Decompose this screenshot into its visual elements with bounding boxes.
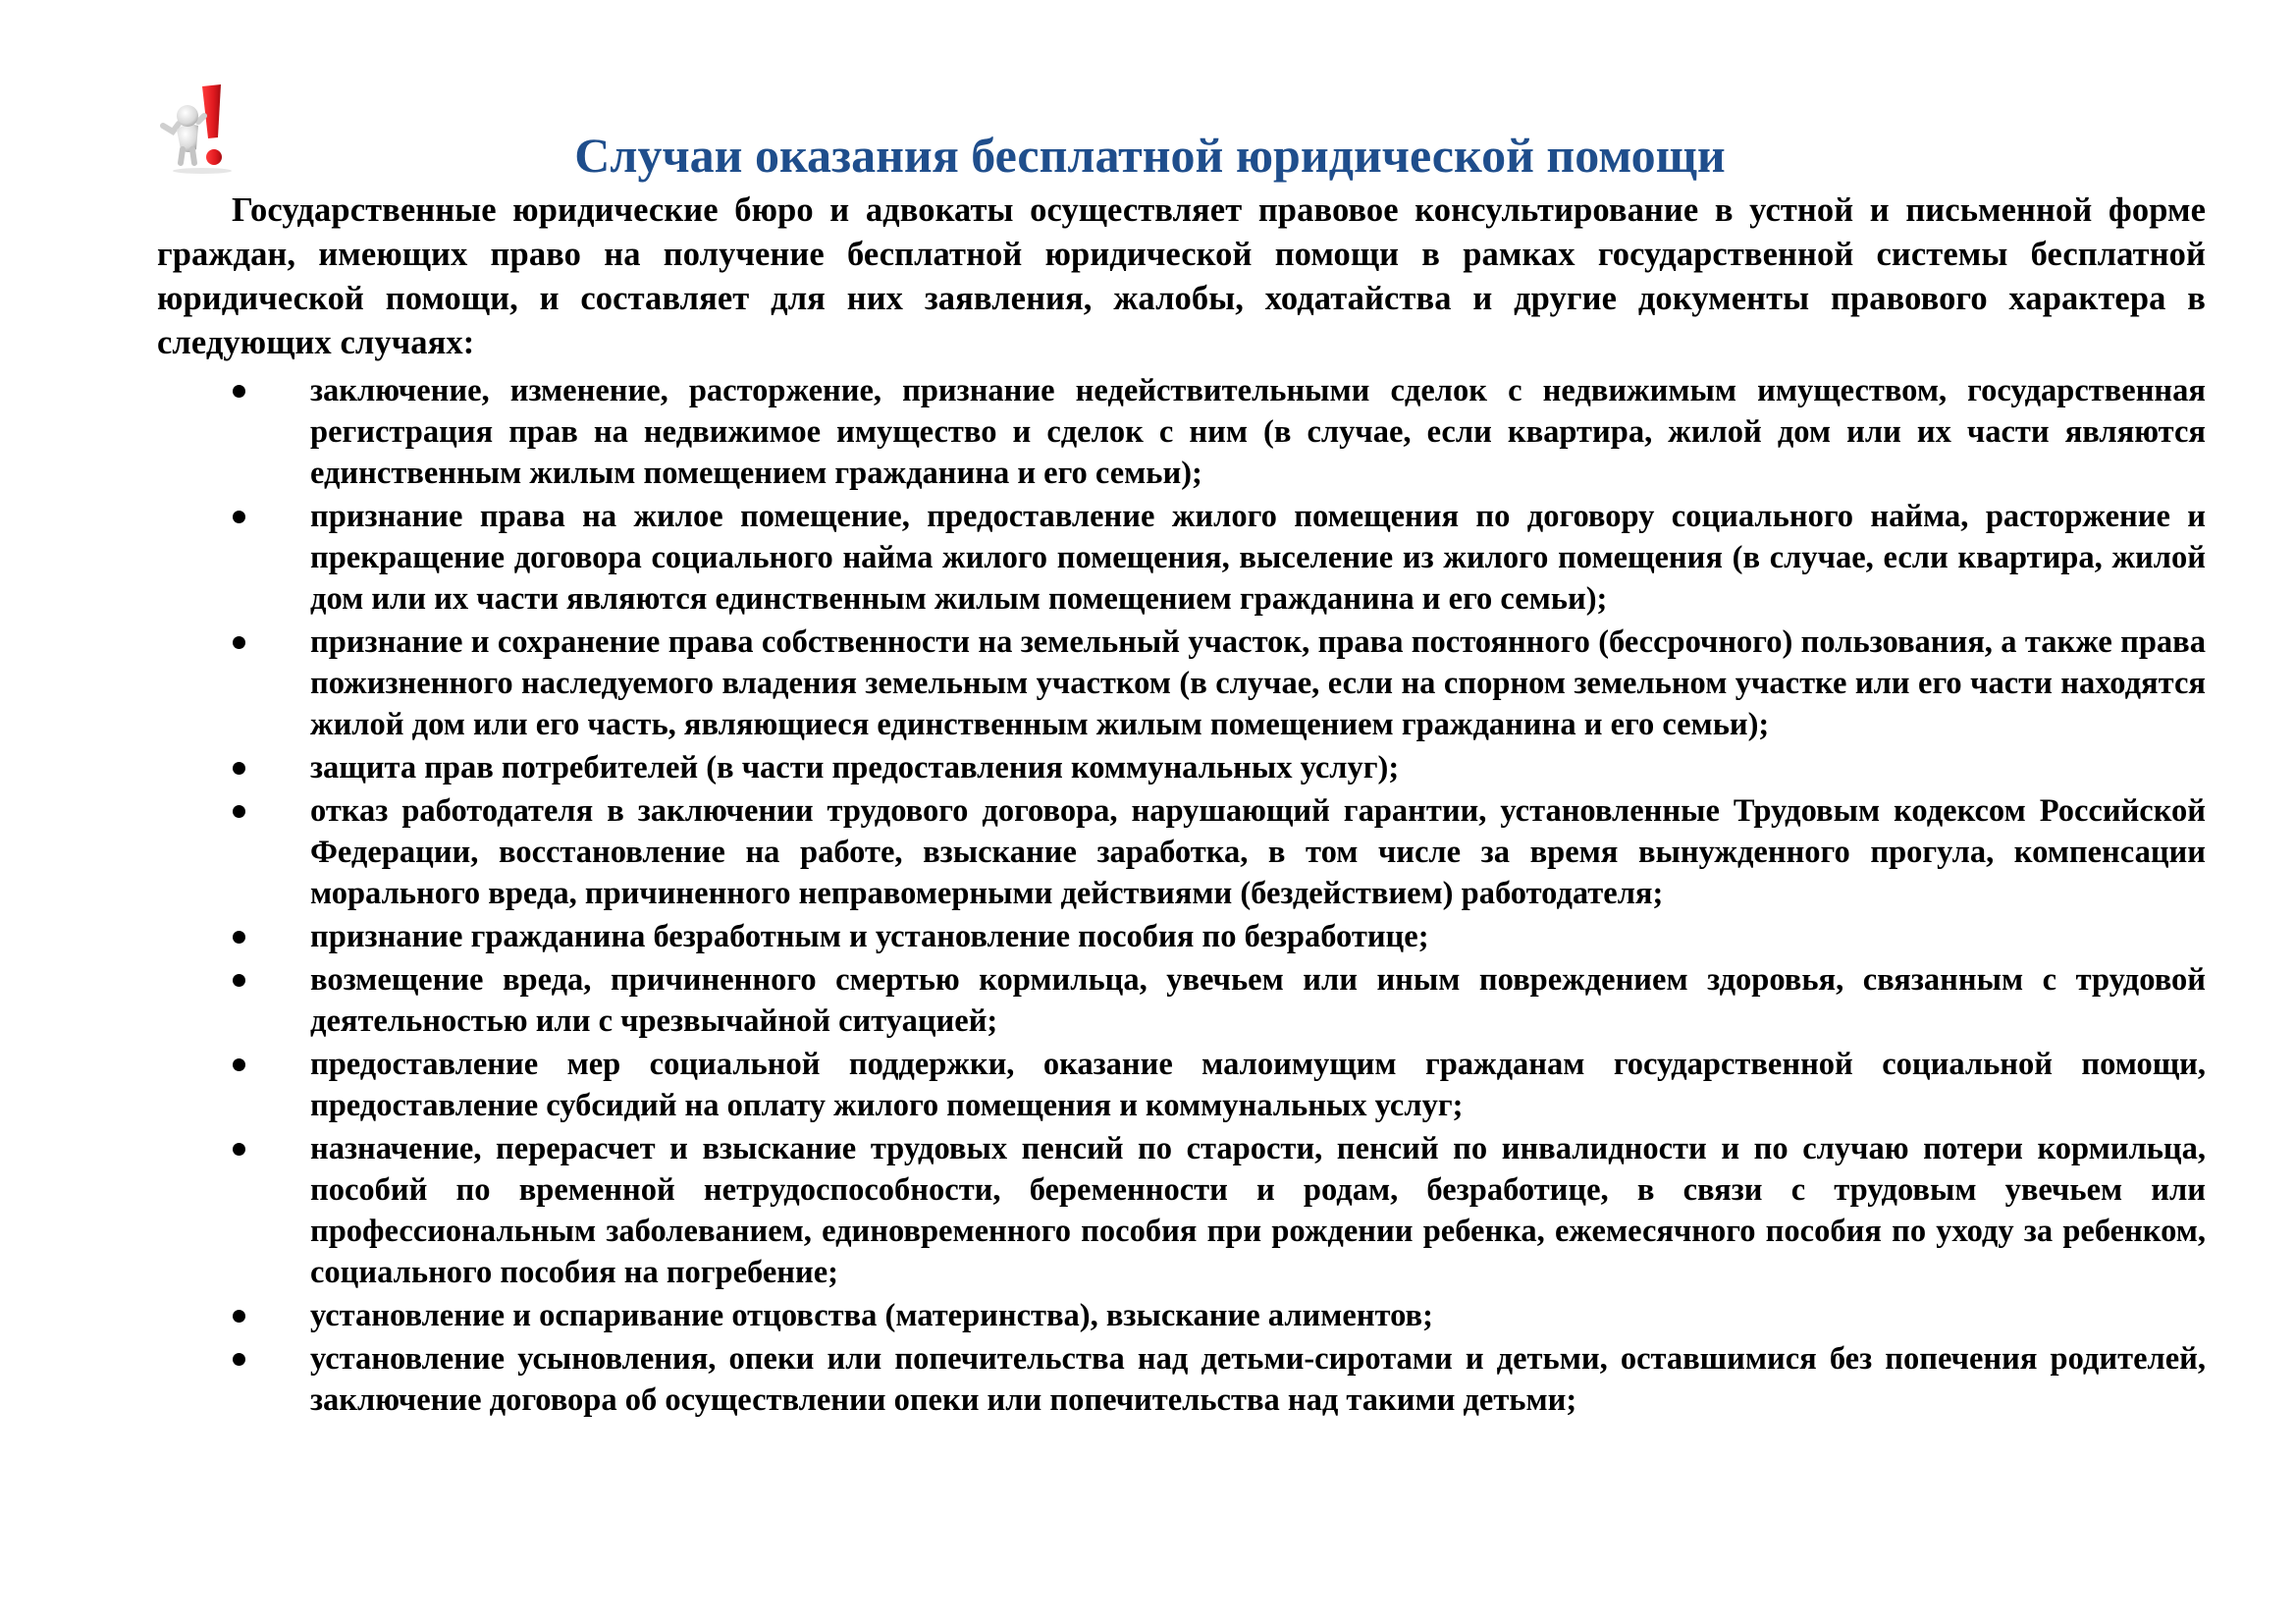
- list-item: [0, 1128, 2296, 1293]
- list-item: [0, 790, 2296, 914]
- list-item-text: заключение, изменение, расторжение, признание недействительными сделок с недвижимым имуществом, государственная регистрация прав на недвижимое имущество и сделок с ним (в случае, если квартира, жилой дом или их части являются единственным жилым помещением гражданина и его семьи);: [310, 373, 2206, 491]
- list-item-text: признание гражданина безработным и установление пособия по безработице;: [310, 919, 1429, 954]
- list-item: [0, 622, 2296, 745]
- list-item-text: признание права на жилое помещение, предоставление жилого помещения по договору социального найма, расторжение и прекращение договора социального найма жилого помещения, выселение из жилого помещения (в случае, если квартира, жилой дом или их части являются единственным жилым помещением гражданина и его семьи);: [310, 499, 2206, 617]
- list-item-text: отказ работодателя в заключении трудового договора, нарушающий гарантии, установленные Трудовым кодексом Российской Федерации, восстановление на работе, взыскание заработка, в том числе за время вынужденного прогула, компенсации морального вреда, причиненного неправомерными действиями (бездействием) работодателя;: [310, 793, 2206, 911]
- bullet-icon: [233, 1058, 245, 1071]
- list-item: [0, 959, 2296, 1042]
- bullet-icon: [233, 511, 245, 523]
- list-item: [0, 496, 2296, 620]
- bullet-icon: [233, 805, 245, 818]
- bullet-icon: [233, 1353, 245, 1366]
- bullet-icon: [233, 385, 245, 398]
- list-item: [0, 370, 2296, 494]
- list-item-text: признание и сохранение права собственности на земельный участок, права постоянного (бессрочного) пользования, а также права пожизненного наследуемого владения земельным участком (в случае, если на спорном земельном участке или его части находятся жилой дом или его часть, являющиеся единственным жилым помещением гражданина и его семьи);: [310, 624, 2206, 742]
- bullet-icon: [233, 974, 245, 987]
- list-item-text: возмещение вреда, причиненного смертью кормильца, увечьем или иным повреждением здоровья, связанным с трудовой деятельностью или с чрезвычайной ситуацией;: [310, 962, 2206, 1039]
- bullet-icon: [233, 636, 245, 649]
- list-item: [0, 1044, 2296, 1126]
- list-item: [0, 747, 2296, 788]
- list-item-text: защита прав потребителей (в части предоставления коммунальных услуг);: [310, 750, 1400, 785]
- cases-list: [0, 370, 2296, 1423]
- list-item-text: установление и оспаривание отцовства (материнства), взыскание алиментов;: [310, 1298, 1433, 1333]
- bullet-icon: [233, 1310, 245, 1323]
- list-item: [0, 1338, 2296, 1421]
- intro-paragraph: Государственные юридические бюро и адвокаты осуществляет правовое консультирование в устной и письменной форме граждан, имеющих право на получение бесплатной юридической помощи в рамках государственной системы бесплатной юридической помощи, и составляет для них заявления, жалобы, ходатайства и другие документы правового характера в следующих случаях:: [157, 191, 2206, 361]
- list-item-text: установление усыновления, опеки или попечительства над детьми-сиротами и детьми, оставшимися без попечения родителей, заключение договора об осуществлении опеки или попечительства над такими детьми;: [310, 1341, 2206, 1418]
- list-item: [0, 916, 2296, 957]
- list-item-text: назначение, перерасчет и взыскание трудовых пенсий по старости, пенсий по инвалидности и по случаю потери кормильца, пособий по временной нетрудоспособности, беременности и родам, безработице, в связи с трудовым увечьем или профессиональным заболеванием, единовременного пособия при рождении ребенка, ежемесячного пособия по уходу за ребенком, социального пособия на погребение;: [310, 1131, 2206, 1290]
- list-item: [0, 1295, 2296, 1336]
- bullet-icon: [233, 1143, 245, 1156]
- list-item-text: предоставление мер социальной поддержки, оказание малоимущим гражданам государственной социальной помощи, предоставление субсидий на оплату жилого помещения и коммунальных услуг;: [310, 1047, 2206, 1123]
- bullet-icon: [233, 931, 245, 944]
- bullet-icon: [233, 762, 245, 775]
- page-title: Случаи оказания бесплатной юридической помощи: [574, 128, 1726, 183]
